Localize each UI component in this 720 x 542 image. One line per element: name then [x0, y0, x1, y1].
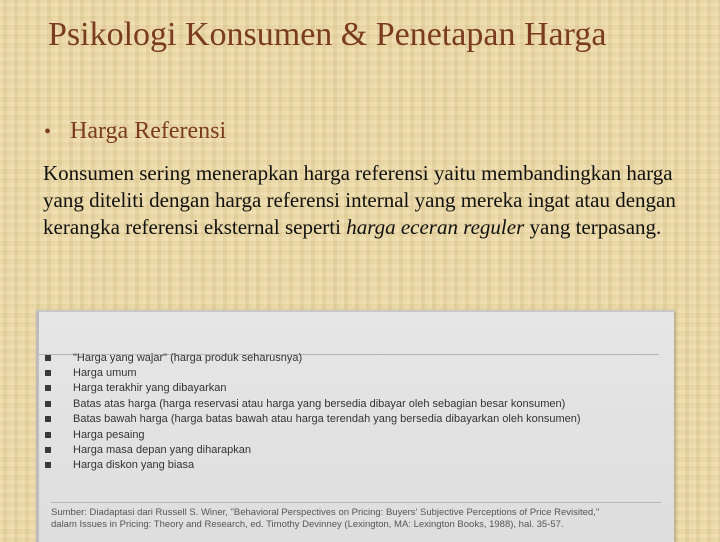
source-note-line: Sumber: Diadaptasi dari Russell S. Winer, "Behavioral Perspectives on Pricing: Buyers' Subjective Perceptions of Price Revisited,"	[51, 507, 600, 518]
body-text-start: Konsumen sering menerapkan harga referensi yaitu membandingkan harga yang diteliti dengan harga referensi internal yang mereka ingat atau dengan kerangka referensi eksternal seperti	[43, 161, 676, 239]
list-item-label: Harga diskon yang biasa	[73, 459, 195, 472]
body-text-emphasis: harga eceran reguler	[346, 215, 525, 239]
square-bullet-icon	[45, 416, 51, 422]
square-bullet-icon	[45, 462, 51, 468]
square-bullet-icon	[45, 432, 51, 438]
square-bullet-icon	[45, 355, 51, 361]
list-item-label: Batas bawah harga (harga batas bawah atau harga terendah yang bersedia dibayarkan oleh konsumen)	[73, 413, 581, 426]
list-item	[45, 381, 665, 396]
square-bullet-icon	[45, 447, 51, 453]
list-item-label: Harga umum	[73, 367, 137, 380]
list-item	[45, 396, 665, 411]
list-item-label: Harga terakhir yang dibayarkan	[73, 382, 227, 395]
square-bullet-icon	[45, 385, 51, 391]
body-text-end: yang terpasang.	[524, 215, 662, 239]
reference-price-table-image	[36, 310, 674, 542]
square-bullet-icon	[45, 401, 51, 407]
source-note	[51, 502, 661, 531]
list-item	[45, 442, 665, 457]
list-item	[45, 427, 665, 442]
list-item-label: Harga pesaing	[73, 428, 145, 441]
bullet-icon: •	[44, 121, 52, 143]
bullet-heading	[44, 118, 226, 145]
list-item	[45, 365, 665, 380]
list-item	[45, 458, 665, 473]
square-bullet-icon	[45, 370, 51, 376]
body-paragraph	[43, 160, 683, 241]
list-item	[45, 412, 665, 427]
list-item-label: "Harga yang wajar" (harga produk seharusnya)	[73, 351, 303, 364]
list-item-label: Harga masa depan yang diharapkan	[73, 444, 251, 457]
list-item	[45, 350, 665, 365]
bullet-heading-label: Harga Referensi	[70, 118, 227, 144]
reference-price-list	[45, 350, 665, 473]
slide-title: Psikologi Konsumen & Penetapan Harga	[48, 16, 607, 53]
source-note-line: dalam Issues in Pricing: Theory and Research, ed. Timothy Devinney (Lexington, MA: Lexington Books, 1988), hal. 35-57.	[51, 519, 564, 530]
list-item-label: Batas atas harga (harga reservasi atau harga yang bersedia dibayar oleh sebagian besar konsumen)	[73, 397, 566, 410]
